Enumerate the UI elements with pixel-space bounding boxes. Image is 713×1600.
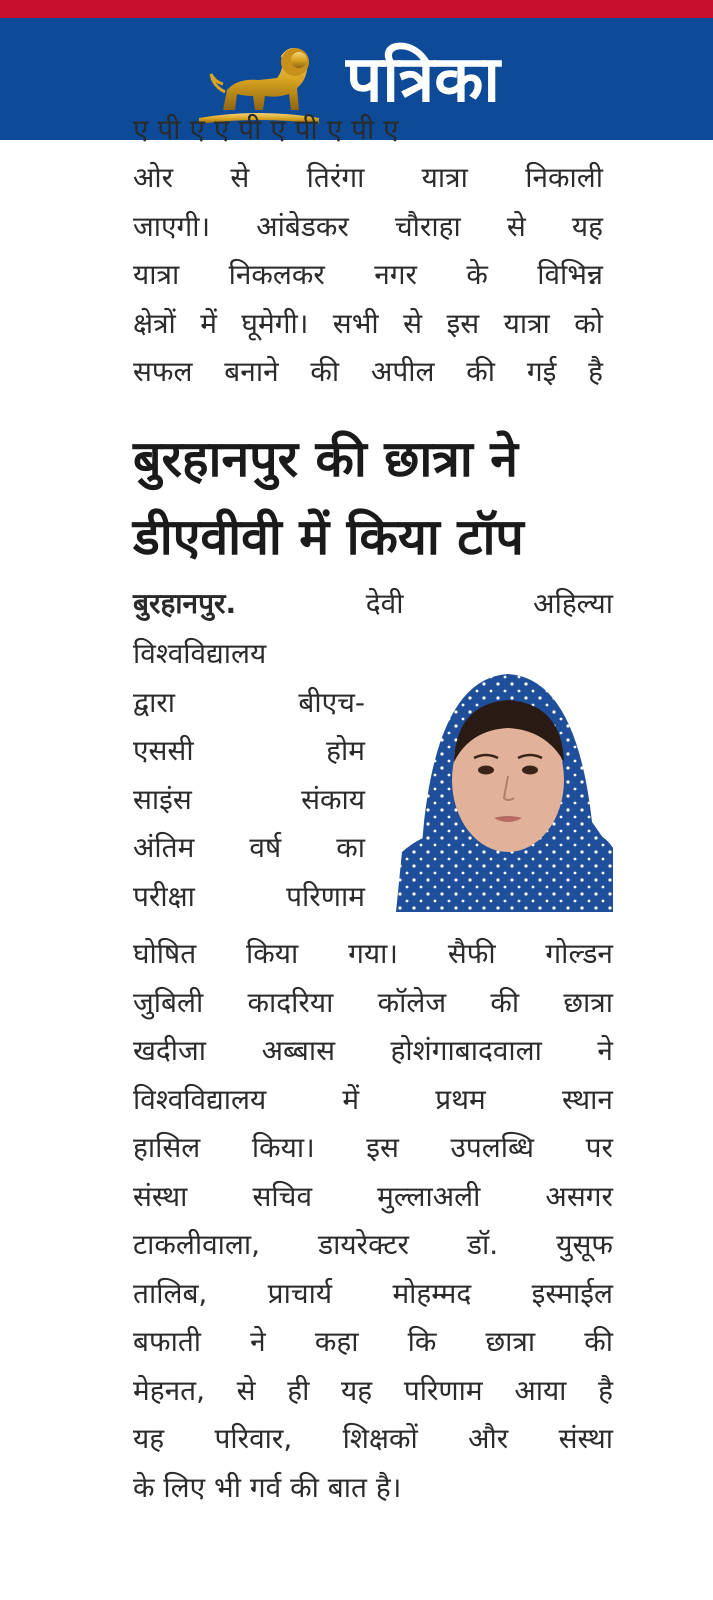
word: विभिन्न bbox=[537, 258, 603, 291]
brand-name: पत्रिका bbox=[346, 43, 500, 117]
body-paragraph bbox=[133, 930, 613, 1512]
word: सभी bbox=[332, 306, 379, 340]
word: टाकलीवाला, bbox=[133, 1228, 261, 1261]
word: घोषित bbox=[133, 937, 197, 970]
word: पर bbox=[585, 1131, 613, 1164]
word: परीक्षा bbox=[133, 879, 195, 913]
word: किया bbox=[246, 937, 299, 970]
text-line bbox=[133, 251, 603, 300]
text-line bbox=[133, 679, 365, 728]
word: खदीजा bbox=[133, 1034, 207, 1067]
word: गया। bbox=[348, 937, 398, 970]
word: आया bbox=[514, 1373, 567, 1407]
word: इस्माईल bbox=[531, 1276, 613, 1310]
word: की bbox=[584, 1325, 613, 1358]
word: संस्था bbox=[133, 1179, 188, 1213]
word: प्राचार्य bbox=[267, 1276, 333, 1310]
word: गोल्डन bbox=[545, 937, 613, 970]
text-line bbox=[133, 203, 603, 252]
word: वर्ष bbox=[249, 831, 282, 864]
text-line bbox=[133, 776, 365, 825]
word: परिणाम bbox=[403, 1373, 483, 1407]
text-line bbox=[133, 1318, 613, 1367]
word: और bbox=[468, 1422, 509, 1455]
word: साइंस bbox=[133, 782, 192, 816]
word: छात्रा bbox=[563, 985, 613, 1019]
student-portrait-icon bbox=[396, 652, 613, 912]
word: में bbox=[342, 1082, 360, 1116]
dateline-word: देवी bbox=[365, 587, 404, 620]
word: सैफी bbox=[447, 937, 496, 970]
word: यात्रा bbox=[503, 306, 550, 340]
word: द्वारा bbox=[133, 685, 176, 719]
word: अब्बास bbox=[261, 1034, 336, 1067]
headline bbox=[133, 420, 613, 576]
dateline-word: अहिल्या bbox=[533, 587, 613, 620]
word: उपलब्धि bbox=[450, 1131, 535, 1164]
text-line bbox=[133, 1221, 613, 1270]
text-line bbox=[133, 1464, 613, 1513]
text-line bbox=[133, 1027, 613, 1076]
dateline: बुरहानपुर. bbox=[133, 587, 237, 620]
word: सचिव bbox=[252, 1179, 313, 1213]
word: इस bbox=[446, 306, 480, 340]
word: यह bbox=[571, 209, 603, 243]
word: आंबेडकर bbox=[256, 209, 349, 243]
word: सफल bbox=[133, 355, 193, 388]
text-line bbox=[133, 154, 603, 203]
word: चौराहा bbox=[394, 209, 461, 243]
word: इस bbox=[366, 1131, 399, 1164]
word: की bbox=[466, 355, 496, 388]
word: अंतिम bbox=[133, 831, 195, 864]
word: डायरेक्टर bbox=[318, 1228, 409, 1261]
word: हासिल bbox=[133, 1131, 201, 1164]
word: में bbox=[200, 306, 217, 340]
word: अपील bbox=[370, 355, 435, 388]
word: किया। bbox=[251, 1131, 315, 1164]
text-line bbox=[133, 873, 365, 922]
word: विश्वविद्यालय bbox=[133, 637, 267, 670]
word: होम bbox=[326, 734, 365, 767]
word: असगर bbox=[545, 1179, 613, 1213]
word: कहा bbox=[314, 1325, 359, 1358]
word: कादरिया bbox=[247, 985, 334, 1019]
word: से bbox=[230, 161, 250, 194]
top-red-strip bbox=[0, 0, 713, 18]
word: की bbox=[310, 355, 340, 388]
word: की bbox=[490, 985, 520, 1019]
word: ही bbox=[287, 1373, 310, 1407]
text-line bbox=[133, 930, 613, 979]
word: कि bbox=[407, 1325, 437, 1358]
word: स्थान bbox=[561, 1082, 613, 1116]
word: यात्रा bbox=[133, 258, 180, 291]
word: विश्वविद्यालय bbox=[133, 1082, 267, 1116]
word: मुल्लाअली bbox=[377, 1179, 481, 1213]
word: संकाय bbox=[301, 782, 365, 816]
text-line bbox=[133, 824, 365, 873]
text-line bbox=[133, 979, 613, 1028]
word: जुबिली bbox=[133, 985, 204, 1019]
word: मेहनत, bbox=[133, 1373, 206, 1407]
word: से bbox=[403, 306, 423, 340]
headline-line: बुरहानपुर की छात्रा ने bbox=[133, 430, 518, 488]
word: से bbox=[506, 209, 526, 243]
word: गई bbox=[526, 355, 557, 388]
text-line bbox=[133, 630, 365, 679]
word: बनाने bbox=[224, 355, 279, 388]
word: बीएच- bbox=[298, 685, 365, 719]
word: को bbox=[574, 306, 603, 340]
word: निकाली bbox=[525, 161, 603, 194]
text-line bbox=[133, 1124, 613, 1173]
word: निकलकर bbox=[228, 258, 325, 291]
word: कॉलेज bbox=[377, 985, 447, 1019]
word: होशंगाबादवाला bbox=[390, 1034, 542, 1067]
word: तालिब, bbox=[133, 1276, 208, 1310]
word: यह bbox=[133, 1422, 165, 1455]
word: है bbox=[598, 1373, 613, 1407]
text-line bbox=[133, 1270, 613, 1319]
word: डॉ. bbox=[467, 1228, 499, 1261]
dateline-row bbox=[133, 580, 613, 628]
word: तिरंगा bbox=[306, 161, 365, 194]
word: यात्रा bbox=[421, 161, 468, 194]
text-line bbox=[133, 300, 603, 349]
word: युसूफ bbox=[556, 1228, 613, 1261]
word: जाएगी। bbox=[133, 209, 211, 243]
word: का bbox=[336, 831, 365, 864]
text-line bbox=[133, 1076, 613, 1125]
word: घूमेगी। bbox=[241, 306, 309, 340]
intro-paragraph bbox=[133, 154, 603, 397]
word: संस्था bbox=[558, 1422, 613, 1455]
student-photo bbox=[396, 652, 613, 912]
cut-off-line: ए पी ए ए पी ए पी ए पी ए bbox=[133, 113, 399, 146]
word: शिक्षकों bbox=[342, 1422, 418, 1455]
word: से bbox=[236, 1373, 256, 1407]
word: ने bbox=[597, 1034, 613, 1067]
word: एससी bbox=[133, 734, 194, 767]
text-line bbox=[133, 1367, 613, 1416]
word: क्षेत्रों bbox=[133, 306, 176, 340]
word: परिवार, bbox=[214, 1422, 293, 1455]
word: प्रथम bbox=[435, 1082, 486, 1116]
narrow-paragraph bbox=[133, 630, 365, 921]
word: है bbox=[588, 355, 603, 388]
text-line bbox=[133, 727, 365, 776]
word: बफाती bbox=[133, 1325, 202, 1358]
text-line bbox=[133, 1173, 613, 1222]
word: ओर bbox=[133, 161, 174, 194]
text-line bbox=[133, 1415, 613, 1464]
word: ने bbox=[250, 1325, 266, 1358]
word: छात्रा bbox=[485, 1325, 536, 1358]
headline-line: डीएवीवी में किया टॉप bbox=[133, 508, 524, 566]
word: नगर bbox=[374, 258, 417, 291]
word: परिणाम bbox=[286, 879, 365, 913]
word: यह bbox=[341, 1373, 373, 1407]
word: के लिए भी गर्व की बात है। bbox=[133, 1470, 402, 1504]
word: मोहम्मद bbox=[392, 1276, 472, 1310]
text-line bbox=[133, 348, 603, 397]
word: के bbox=[466, 258, 488, 291]
article bbox=[133, 113, 613, 1600]
